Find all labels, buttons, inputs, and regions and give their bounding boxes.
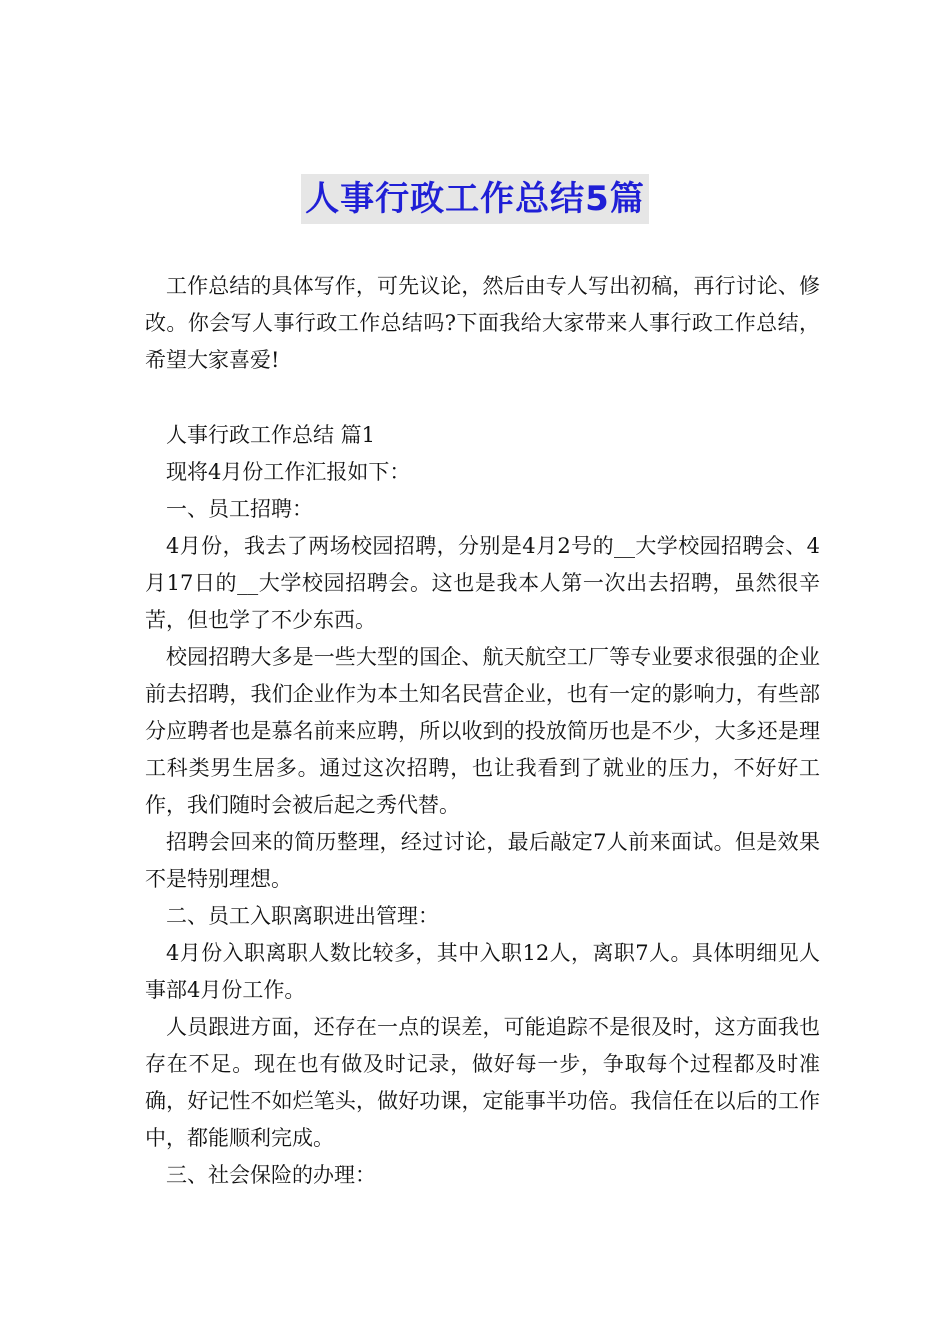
paragraph-onboarding-numbers: 4月份入职离职人数比较多，其中入职12人，离职7人。具体明细见人事部4月份工作。: [145, 941, 820, 1002]
heading-social-insurance: 三、社会保险的办理：: [166, 1163, 376, 1187]
document-body: [145, 268, 820, 1194]
section-heading: 人事行政工作总结 篇1: [166, 423, 376, 447]
paragraph-recruitment-details: 校园招聘大多是一些大型的国企、航天航空工厂等专业要求很强的企业前去招聘，我们企业作为本土知名民营企业，也有一定的影响力，有些部分应聘者也是慕名前来应聘，所以收到的投放简历也是不少，大多还是理工科类男生居多。通过这次招聘，也让我看到了就业的压力，不好好工作，我们随时会被后起之秀代替。: [145, 645, 820, 817]
document-title: [0, 174, 950, 224]
paragraph-followup: 人员跟进方面，还存在一点的误差，可能追踪不是很及时，这方面我也存在不足。现在也有做及时记录，做好每一步，争取每个过程都及时准确，好记性不如烂笔头，做好功课，定能事半功倍。我信任在以后的工作中，都能顺利完成。: [145, 1015, 820, 1150]
paragraph-interviews: 招聘会回来的简历整理，经过讨论，最后敲定7人前来面试。但是效果不是特别理想。: [145, 830, 820, 891]
intro-paragraph: 工作总结的具体写作，可先议论，然后由专人写出初稿，再行讨论、修改。你会写人事行政工作总结吗?下面我给大家带来人事行政工作总结，希望大家喜爱!: [145, 274, 820, 372]
paragraph-gap: [145, 379, 820, 417]
document-title-text: 人事行政工作总结5篇: [301, 174, 649, 224]
paragraph-report-intro: 现将4月份工作汇报如下：: [166, 460, 411, 484]
heading-recruitment: 一、员工招聘：: [166, 497, 313, 521]
heading-onboarding: 二、员工入职离职进出管理：: [166, 904, 439, 928]
paragraph-campus-recruitment: 4月份，我去了两场校园招聘，分别是4月2号的__大学校园招聘会、4月17日的__大学校园招聘会。这也是我本人第一次出去招聘，虽然很辛苦，但也学了不少东西。: [145, 534, 820, 632]
